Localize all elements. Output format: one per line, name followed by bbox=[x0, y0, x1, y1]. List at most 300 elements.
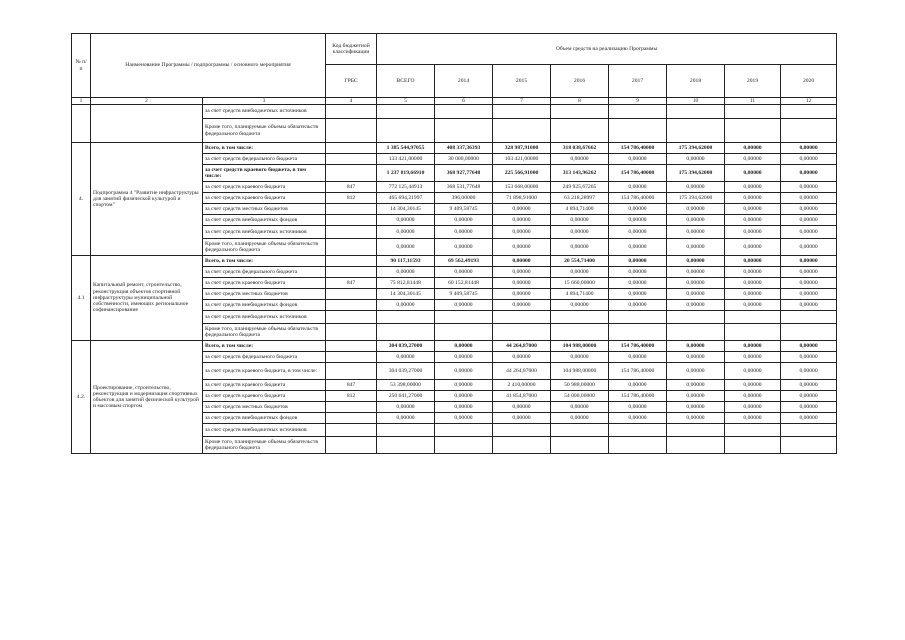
amount-cell: 0,00000 bbox=[435, 352, 493, 363]
amount-cell: 14 304,30145 bbox=[377, 204, 435, 215]
amount-cell: 154 786,40000 bbox=[609, 363, 667, 380]
amount-cell: 0,00000 bbox=[435, 267, 493, 278]
amount-cell: 30 000,00000 bbox=[435, 154, 493, 165]
amount-cell: 0,00000 bbox=[435, 380, 493, 391]
amount-cell: 0,00000 bbox=[667, 267, 725, 278]
funding-source-label: за счет средств внебюджетных источников bbox=[203, 424, 326, 437]
amount-cell: 313 143,96262 bbox=[551, 165, 609, 182]
amount-cell: 44 264,87000 bbox=[493, 363, 551, 380]
amount-cell: 0,00000 bbox=[493, 278, 551, 289]
amount-cell bbox=[551, 105, 609, 119]
amount-cell bbox=[725, 424, 781, 437]
grbs-code bbox=[326, 341, 377, 352]
amount-cell: 9 409,58745 bbox=[435, 289, 493, 300]
funding-source-label: за счет средств внебюджетных фондов bbox=[203, 300, 326, 311]
grbs-code bbox=[326, 204, 377, 215]
table-row bbox=[72, 143, 837, 154]
amount-cell: 250 641,27000 bbox=[377, 391, 435, 402]
amount-cell: 0,00000 bbox=[377, 215, 435, 226]
amount-cell: 396,00000 bbox=[435, 193, 493, 204]
amount-cell: 0,00000 bbox=[781, 363, 837, 380]
amount-cell: 0,00000 bbox=[667, 289, 725, 300]
amount-cell: 0,00000 bbox=[781, 143, 837, 154]
amount-cell bbox=[551, 119, 609, 143]
column-index-cell: 2 bbox=[91, 98, 203, 105]
grbs-code bbox=[326, 267, 377, 278]
funding-source-label: за счет средств внебюджетных источников bbox=[203, 311, 326, 324]
amount-cell bbox=[609, 324, 667, 341]
amount-cell: 0,00000 bbox=[377, 239, 435, 256]
table-row bbox=[72, 256, 837, 267]
amount-cell bbox=[493, 424, 551, 437]
amount-cell: 0,00000 bbox=[377, 413, 435, 424]
grbs-code bbox=[326, 311, 377, 324]
amount-cell: 0,00000 bbox=[609, 413, 667, 424]
budget-table-page bbox=[71, 33, 836, 454]
amount-cell bbox=[725, 324, 781, 341]
amount-cell bbox=[435, 424, 493, 437]
amount-cell: 0,00000 bbox=[725, 193, 781, 204]
amount-cell: 304 039,27000 bbox=[377, 363, 435, 380]
amount-cell: 408 337,36393 bbox=[435, 143, 493, 154]
amount-cell: 0,00000 bbox=[435, 226, 493, 239]
header-year-2015: 2015 bbox=[493, 65, 551, 98]
amount-cell: 0,00000 bbox=[725, 267, 781, 278]
amount-cell: 0,00000 bbox=[377, 226, 435, 239]
amount-cell bbox=[781, 437, 837, 454]
amount-cell: 154 786,40000 bbox=[609, 165, 667, 182]
amount-cell: 0,00000 bbox=[725, 278, 781, 289]
amount-cell: 75 812,81448 bbox=[377, 278, 435, 289]
amount-cell bbox=[435, 311, 493, 324]
amount-cell: 41 854,87000 bbox=[493, 391, 551, 402]
amount-cell: 0,00000 bbox=[725, 363, 781, 380]
amount-cell: 0,00000 bbox=[781, 278, 837, 289]
amount-cell: 0,00000 bbox=[781, 341, 837, 352]
amount-cell: 0,00000 bbox=[667, 215, 725, 226]
amount-cell bbox=[551, 324, 609, 341]
amount-cell bbox=[667, 311, 725, 324]
amount-cell: 53 398,00000 bbox=[377, 380, 435, 391]
amount-cell: 328 987,91000 bbox=[493, 143, 551, 154]
amount-cell: 0,00000 bbox=[781, 165, 837, 182]
amount-cell: 90 117,11593 bbox=[377, 256, 435, 267]
header-year-2017: 2017 bbox=[609, 65, 667, 98]
amount-cell bbox=[667, 119, 725, 143]
name-cell bbox=[91, 105, 203, 143]
number-cell bbox=[72, 105, 91, 143]
amount-cell bbox=[725, 105, 781, 119]
amount-cell: 0,00000 bbox=[551, 215, 609, 226]
amount-cell: 0,00000 bbox=[667, 204, 725, 215]
amount-cell: 0,00000 bbox=[781, 182, 837, 193]
amount-cell: 368 531,77648 bbox=[435, 182, 493, 193]
amount-cell bbox=[493, 324, 551, 341]
table-row bbox=[72, 341, 837, 352]
amount-cell: 154 786,40000 bbox=[609, 143, 667, 154]
amount-cell: 0,00000 bbox=[781, 204, 837, 215]
amount-cell: 133 421,00000 bbox=[377, 154, 435, 165]
funding-source-label: за счет средств федерального бюджета bbox=[203, 154, 326, 165]
amount-cell: 0,00000 bbox=[551, 239, 609, 256]
column-index-cell: 12 bbox=[781, 98, 837, 105]
amount-cell: 0,00000 bbox=[725, 380, 781, 391]
amount-cell: 0,00000 bbox=[435, 300, 493, 311]
amount-cell: 0,00000 bbox=[725, 154, 781, 165]
amount-cell: 0,00000 bbox=[781, 193, 837, 204]
amount-cell: 0,00000 bbox=[493, 413, 551, 424]
amount-cell: 0,00000 bbox=[435, 215, 493, 226]
amount-cell: 0,00000 bbox=[667, 256, 725, 267]
funding-source-label: за счет средств краевого бюджета, в том числе: bbox=[203, 165, 326, 182]
amount-cell: 0,00000 bbox=[435, 363, 493, 380]
amount-cell bbox=[609, 105, 667, 119]
column-index-cell: 4 bbox=[326, 98, 377, 105]
row-number: 4. bbox=[72, 143, 91, 256]
amount-cell: 318 038,67662 bbox=[551, 143, 609, 154]
amount-cell bbox=[781, 324, 837, 341]
amount-cell bbox=[667, 324, 725, 341]
amount-cell: 0,00000 bbox=[781, 256, 837, 267]
amount-cell bbox=[435, 437, 493, 454]
amount-cell bbox=[493, 437, 551, 454]
amount-cell: 0,00000 bbox=[493, 215, 551, 226]
amount-cell: 0,00000 bbox=[725, 391, 781, 402]
grbs-code bbox=[326, 105, 377, 119]
funding-source-label: Всего, в том числе: bbox=[203, 256, 326, 267]
funding-source-label: за счет средств краевого бюджета bbox=[203, 193, 326, 204]
amount-cell: 0,00000 bbox=[725, 402, 781, 413]
grbs-code bbox=[326, 363, 377, 380]
amount-cell: 0,00000 bbox=[667, 341, 725, 352]
amount-cell: 0,00000 bbox=[725, 239, 781, 256]
funding-source-label: за счет средств местных бюджетов bbox=[203, 289, 326, 300]
funding-source-label: за счет средств краевого бюджета bbox=[203, 182, 326, 193]
amount-cell: 0,00000 bbox=[493, 256, 551, 267]
amount-cell bbox=[609, 311, 667, 324]
amount-cell bbox=[725, 119, 781, 143]
header-year-2016: 2016 bbox=[551, 65, 609, 98]
amount-cell: 0,00000 bbox=[493, 239, 551, 256]
funding-source-label: за счет средств краевого бюджета bbox=[203, 380, 326, 391]
amount-cell bbox=[667, 105, 725, 119]
grbs-code bbox=[326, 424, 377, 437]
grbs-code: 847 bbox=[326, 380, 377, 391]
amount-cell: 0,00000 bbox=[551, 267, 609, 278]
program-name: Проектирование, строительство, реконструкция и модернизация спортивных объектов для занятий физической культурой и массовым спортом bbox=[91, 341, 203, 454]
amount-cell bbox=[377, 311, 435, 324]
funding-source-label: Кроме того, планируемые объемы обязательств федерального бюджета bbox=[203, 324, 326, 341]
grbs-code bbox=[326, 143, 377, 154]
amount-cell: 0,00000 bbox=[781, 402, 837, 413]
grbs-code bbox=[326, 239, 377, 256]
program-name: Подпрограмма 4 "Развитие инфраструктуры для занятий физической культурой и спортом" bbox=[91, 143, 203, 256]
amount-cell: 104 988,00000 bbox=[551, 341, 609, 352]
amount-cell: 1 385 544,97055 bbox=[377, 143, 435, 154]
amount-cell: 0,00000 bbox=[609, 352, 667, 363]
amount-cell bbox=[435, 105, 493, 119]
amount-cell bbox=[781, 424, 837, 437]
amount-cell: 0,00000 bbox=[667, 413, 725, 424]
amount-cell: 1 237 819,66910 bbox=[377, 165, 435, 182]
amount-cell: 0,00000 bbox=[667, 300, 725, 311]
amount-cell: 60 152,81448 bbox=[435, 278, 493, 289]
amount-cell: 0,00000 bbox=[551, 402, 609, 413]
amount-cell: 0,00000 bbox=[667, 391, 725, 402]
amount-cell: 0,00000 bbox=[435, 413, 493, 424]
amount-cell: 69 562,49193 bbox=[435, 256, 493, 267]
funding-source-label: за счет средств краевого бюджета, в том числе: bbox=[203, 363, 326, 380]
funding-source-label: за счет средств внебюджетных фондов bbox=[203, 215, 326, 226]
column-index-row bbox=[72, 98, 837, 105]
amount-cell: 0,00000 bbox=[725, 341, 781, 352]
amount-cell: 0,00000 bbox=[725, 215, 781, 226]
amount-cell: 0,00000 bbox=[377, 402, 435, 413]
program-name: Капитальный ремонт, строительство, реконструкция объектов спортивной инфраструктуры муниципальной собственности, имеющих региональное софинансирование bbox=[91, 256, 203, 341]
amount-cell bbox=[377, 105, 435, 119]
amount-cell: 0,00000 bbox=[667, 380, 725, 391]
amount-cell: 0,00000 bbox=[667, 226, 725, 239]
amount-cell: 20 554,71400 bbox=[551, 256, 609, 267]
amount-cell: 4 894,71400 bbox=[551, 204, 609, 215]
column-index-cell: 7 bbox=[493, 98, 551, 105]
amount-cell: 0,00000 bbox=[781, 352, 837, 363]
column-index-cell: 3 bbox=[203, 98, 326, 105]
amount-cell: 9 409,58745 bbox=[435, 204, 493, 215]
amount-cell: 103 421,00000 bbox=[493, 154, 551, 165]
grbs-code bbox=[326, 352, 377, 363]
amount-cell: 0,00000 bbox=[493, 352, 551, 363]
amount-cell: 368 927,77648 bbox=[435, 165, 493, 182]
grbs-code bbox=[326, 289, 377, 300]
amount-cell: 0,00000 bbox=[725, 204, 781, 215]
amount-cell: 0,00000 bbox=[609, 256, 667, 267]
amount-cell bbox=[667, 424, 725, 437]
amount-cell bbox=[609, 119, 667, 143]
amount-cell: 154 786,40000 bbox=[609, 193, 667, 204]
amount-cell: 0,00000 bbox=[725, 413, 781, 424]
amount-cell: 0,00000 bbox=[725, 352, 781, 363]
grbs-code: 812 bbox=[326, 193, 377, 204]
amount-cell bbox=[725, 437, 781, 454]
amount-cell: 0,00000 bbox=[493, 204, 551, 215]
amount-cell bbox=[609, 424, 667, 437]
amount-cell: 54 000,00000 bbox=[551, 391, 609, 402]
amount-cell: 304 039,27000 bbox=[377, 341, 435, 352]
amount-cell: 0,00000 bbox=[609, 300, 667, 311]
row-number: 4.1 bbox=[72, 256, 91, 341]
amount-cell bbox=[493, 105, 551, 119]
amount-cell: 0,00000 bbox=[609, 154, 667, 165]
amount-cell: 14 304,30145 bbox=[377, 289, 435, 300]
amount-cell: 0,00000 bbox=[781, 391, 837, 402]
funding-source-label: Кроме того, планируемые объемы обязательств федерального бюджета bbox=[203, 119, 326, 143]
amount-cell: 0,00000 bbox=[781, 380, 837, 391]
amount-cell bbox=[435, 119, 493, 143]
amount-cell: 225 566,91000 bbox=[493, 165, 551, 182]
amount-cell: 153 668,00000 bbox=[493, 182, 551, 193]
amount-cell bbox=[551, 424, 609, 437]
amount-cell: 0,00000 bbox=[609, 204, 667, 215]
row-number: 4.2. bbox=[72, 341, 91, 454]
funding-source-label: за счет средств краевого бюджета bbox=[203, 278, 326, 289]
amount-cell: 0,00000 bbox=[435, 341, 493, 352]
grbs-code bbox=[326, 437, 377, 454]
amount-cell: 0,00000 bbox=[781, 267, 837, 278]
amount-cell: 0,00000 bbox=[667, 363, 725, 380]
amount-cell: 63 218,28997 bbox=[551, 193, 609, 204]
amount-cell: 0,00000 bbox=[725, 182, 781, 193]
amount-cell: 0,00000 bbox=[725, 300, 781, 311]
grbs-code bbox=[326, 324, 377, 341]
amount-cell: 0,00000 bbox=[609, 289, 667, 300]
amount-cell: 0,00000 bbox=[493, 402, 551, 413]
amount-cell: 71 898,91000 bbox=[493, 193, 551, 204]
header-year-2014: 2014 bbox=[435, 65, 493, 98]
amount-cell: 0,00000 bbox=[551, 413, 609, 424]
header-year-2020: 2020 bbox=[781, 65, 837, 98]
amount-cell: 0,00000 bbox=[781, 226, 837, 239]
amount-cell: 0,00000 bbox=[667, 278, 725, 289]
grbs-code bbox=[326, 413, 377, 424]
amount-cell: 0,00000 bbox=[377, 300, 435, 311]
amount-cell: 0,00000 bbox=[781, 215, 837, 226]
funding-source-label: за счет средств внебюджетных источников bbox=[203, 105, 326, 119]
amount-cell: 0,00000 bbox=[667, 402, 725, 413]
amount-cell: 0,00000 bbox=[493, 300, 551, 311]
funding-source-label: за счет средств внебюджетных фондов bbox=[203, 413, 326, 424]
header-number: № п/п bbox=[72, 34, 91, 98]
grbs-code bbox=[326, 215, 377, 226]
amount-cell: 0,00000 bbox=[667, 352, 725, 363]
grbs-code bbox=[326, 300, 377, 311]
amount-cell bbox=[377, 424, 435, 437]
amount-cell bbox=[551, 311, 609, 324]
amount-cell: 4 894,71400 bbox=[551, 289, 609, 300]
amount-cell bbox=[781, 311, 837, 324]
grbs-code bbox=[326, 154, 377, 165]
amount-cell bbox=[493, 119, 551, 143]
budget-table bbox=[71, 33, 837, 454]
grbs-code bbox=[326, 226, 377, 239]
amount-cell bbox=[377, 119, 435, 143]
amount-cell: 0,00000 bbox=[435, 239, 493, 256]
header-program-name: Наименование Программы / подпрограммы / основного мероприятия bbox=[91, 34, 326, 98]
amount-cell: 154 786,40000 bbox=[609, 391, 667, 402]
funding-source-label: за счет средств федерального бюджета bbox=[203, 267, 326, 278]
amount-cell: 0,00000 bbox=[781, 239, 837, 256]
amount-cell: 0,00000 bbox=[725, 165, 781, 182]
grbs-code: 847 bbox=[326, 182, 377, 193]
amount-cell bbox=[725, 311, 781, 324]
header-year-2019: 2019 bbox=[725, 65, 781, 98]
header-budget-code: Код бюджетной классификации bbox=[326, 34, 377, 65]
grbs-code: 812 bbox=[326, 391, 377, 402]
amount-cell: 0,00000 bbox=[377, 352, 435, 363]
amount-cell: 0,00000 bbox=[667, 239, 725, 256]
amount-cell: 0,00000 bbox=[609, 402, 667, 413]
funding-source-label: Кроме того, планируемые объемы обязательств федерального бюджета bbox=[203, 437, 326, 454]
funding-source-label: за счет средств внебюджетных источников bbox=[203, 226, 326, 239]
funding-source-label: Всего, в том числе: bbox=[203, 341, 326, 352]
amount-cell: 104 988,00000 bbox=[551, 363, 609, 380]
funding-source-label: за счет средств местных бюджетов bbox=[203, 204, 326, 215]
amount-cell: 0,00000 bbox=[609, 267, 667, 278]
amount-cell bbox=[377, 437, 435, 454]
funding-source-label: за счет средств федерального бюджета bbox=[203, 352, 326, 363]
amount-cell: 0,00000 bbox=[667, 154, 725, 165]
column-index-cell: 10 bbox=[667, 98, 725, 105]
amount-cell: 0,00000 bbox=[781, 300, 837, 311]
amount-cell bbox=[377, 324, 435, 341]
amount-cell bbox=[493, 311, 551, 324]
amount-cell: 2 410,00000 bbox=[493, 380, 551, 391]
amount-cell: 0,00000 bbox=[725, 143, 781, 154]
amount-cell: 0,00000 bbox=[725, 256, 781, 267]
amount-cell: 0,00000 bbox=[493, 226, 551, 239]
amount-cell: 44 264,87000 bbox=[493, 341, 551, 352]
column-index-cell: 11 bbox=[725, 98, 781, 105]
amount-cell: 0,00000 bbox=[609, 380, 667, 391]
amount-cell: 0,00000 bbox=[493, 289, 551, 300]
amount-cell: 0,00000 bbox=[551, 226, 609, 239]
amount-cell: 175 394,62000 bbox=[667, 165, 725, 182]
amount-cell bbox=[781, 105, 837, 119]
amount-cell: 0,00000 bbox=[725, 226, 781, 239]
amount-cell: 154 786,40000 bbox=[609, 341, 667, 352]
funding-source-label: Всего, в том числе: bbox=[203, 143, 326, 154]
amount-cell bbox=[781, 119, 837, 143]
amount-cell: 0,00000 bbox=[609, 278, 667, 289]
amount-cell: 0,00000 bbox=[551, 352, 609, 363]
header-funding-volume: Объем средств на реализацию Программы bbox=[377, 34, 837, 65]
header-year-2018: 2018 bbox=[667, 65, 725, 98]
amount-cell: 0,00000 bbox=[551, 300, 609, 311]
amount-cell: 0,00000 bbox=[781, 154, 837, 165]
table-row bbox=[72, 105, 837, 119]
amount-cell: 0,00000 bbox=[551, 154, 609, 165]
amount-cell: 0,00000 bbox=[609, 182, 667, 193]
column-index-cell: 8 bbox=[551, 98, 609, 105]
header-grbs: ГРБС bbox=[326, 65, 377, 98]
amount-cell bbox=[551, 437, 609, 454]
amount-cell: 465 694,21997 bbox=[377, 193, 435, 204]
amount-cell: 50 988,00000 bbox=[551, 380, 609, 391]
amount-cell: 249 925,67265 bbox=[551, 182, 609, 193]
amount-cell: 0,00000 bbox=[493, 267, 551, 278]
grbs-code: 847 bbox=[326, 278, 377, 289]
funding-source-label: за счет средств местных бюджетов bbox=[203, 402, 326, 413]
amount-cell: 0,00000 bbox=[609, 215, 667, 226]
funding-source-label: за счет средств краевого бюджета bbox=[203, 391, 326, 402]
amount-cell: 0,00000 bbox=[609, 239, 667, 256]
column-index-cell: 6 bbox=[435, 98, 493, 105]
amount-cell: 15 660,00000 bbox=[551, 278, 609, 289]
amount-cell: 175 394,62000 bbox=[667, 143, 725, 154]
amount-cell: 175 394,62000 bbox=[667, 193, 725, 204]
grbs-code bbox=[326, 256, 377, 267]
amount-cell: 772 125,44913 bbox=[377, 182, 435, 193]
amount-cell: 0,00000 bbox=[781, 289, 837, 300]
grbs-code bbox=[326, 402, 377, 413]
amount-cell bbox=[667, 437, 725, 454]
amount-cell bbox=[435, 324, 493, 341]
amount-cell: 0,00000 bbox=[377, 267, 435, 278]
header-year-total: ВСЕГО bbox=[377, 65, 435, 98]
column-index-cell: 5 bbox=[377, 98, 435, 105]
amount-cell: 0,00000 bbox=[781, 413, 837, 424]
amount-cell: 0,00000 bbox=[667, 182, 725, 193]
